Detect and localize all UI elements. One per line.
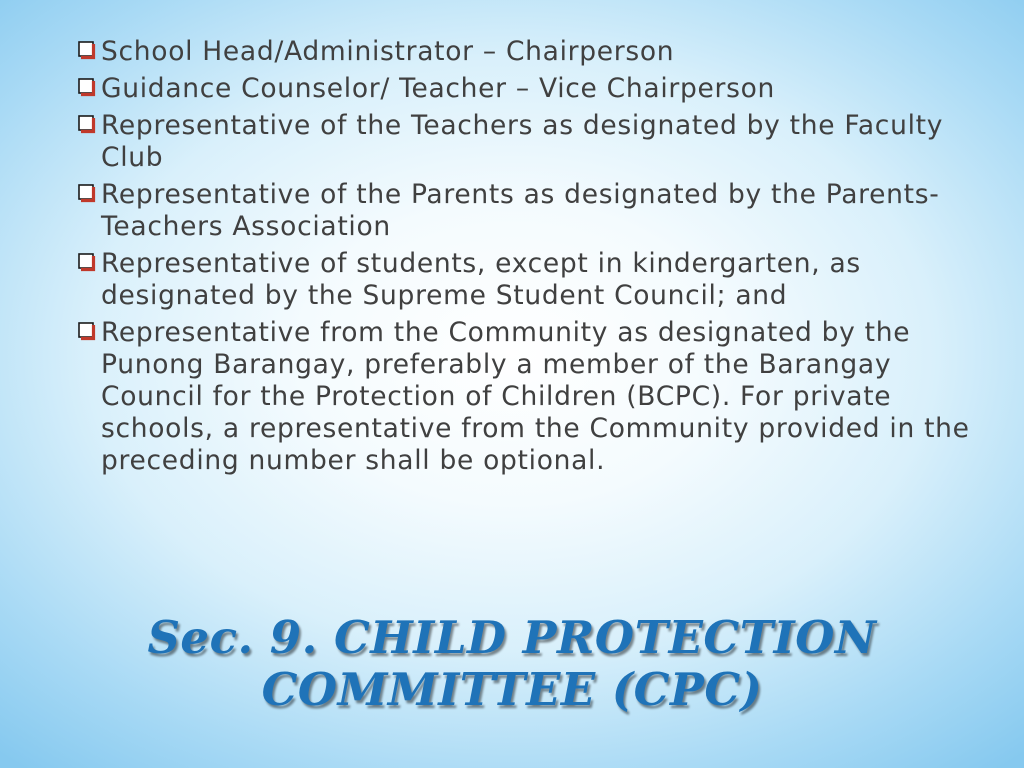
list-item [78, 317, 978, 477]
checkbox-bullet-icon [78, 253, 98, 273]
bullet-list [78, 36, 978, 482]
slide-title-line-2: COMMITTEE (CPC) [261, 663, 763, 716]
bullet-text: Guidance Counselor/ Teacher – Vice Chairperson [101, 73, 776, 104]
checkbox-bullet-icon [78, 41, 98, 61]
slide-title [0, 612, 1024, 716]
bullet-text: Representative of the Parents as designated by the Parents-Teachers Association [101, 179, 940, 242]
checkbox-bullet-icon [78, 115, 98, 135]
bullet-text: Representative of students, except in kindergarten, as designated by the Supreme Student Council; and [101, 248, 861, 311]
checkbox-bullet-icon [78, 184, 98, 204]
list-item [78, 248, 978, 312]
slide-title-line-1: Sec. 9. CHILD PROTECTION [147, 611, 877, 664]
list-item [78, 110, 978, 174]
list-item [78, 73, 978, 105]
bullet-text: Representative of the Teachers as designated by the Faculty Club [101, 110, 944, 173]
checkbox-bullet-icon [78, 322, 98, 342]
list-item [78, 36, 978, 68]
checkbox-bullet-icon [78, 78, 98, 98]
bullet-text: Representative from the Community as designated by the Punong Barangay, preferably a member of the Barangay Council for the Protection of Children (BCPC). For private schools, a representative from the Community provided in the preceding number shall be optional. [101, 317, 970, 476]
list-item [78, 179, 978, 243]
bullet-text: School Head/Administrator – Chairperson [101, 36, 675, 67]
